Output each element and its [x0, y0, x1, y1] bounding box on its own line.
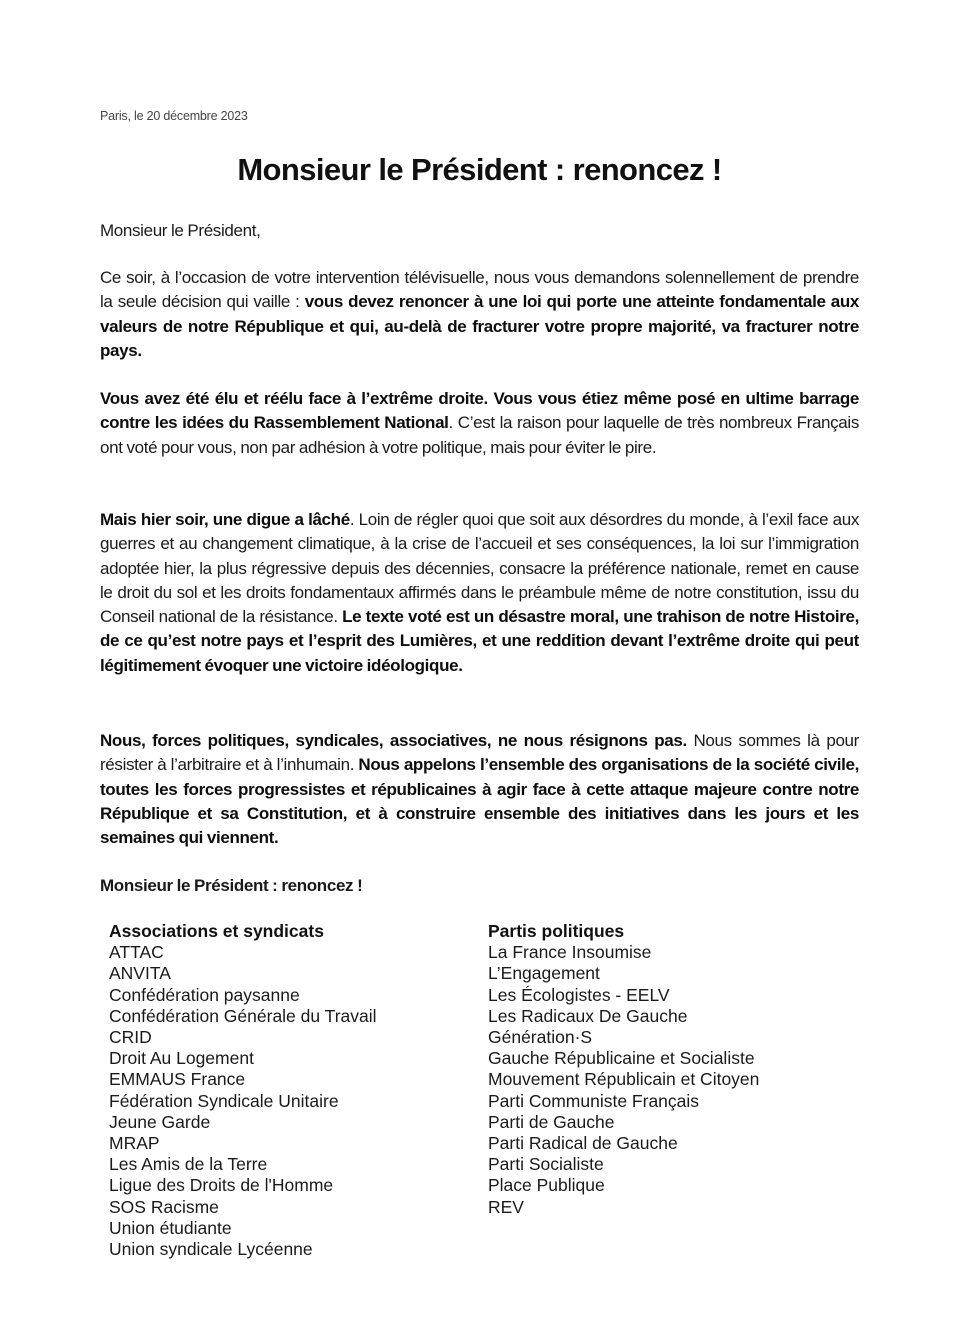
letter-date: Paris, le 20 décembre 2023	[100, 109, 248, 123]
list-item: Confédération Générale du Travail	[109, 1005, 377, 1026]
salutation: Monsieur le Président,	[100, 221, 261, 240]
list-item: REV	[488, 1196, 524, 1217]
list-item: CRID	[109, 1027, 152, 1048]
list-item: Mouvement Républicain et Citoyen	[488, 1069, 760, 1090]
list-item: EMMAUS France	[109, 1069, 246, 1090]
list-item: Les Amis de la Terre	[109, 1154, 268, 1175]
paragraph-3-emphasis-tail: Le texte voté est un désastre moral, une trahison de notre Histoire, de ce qu’est notre pays et l’esprit des Lumières, et une reddition devant l’extrême droite qui peut légitimement évoquer une victoire idéologique.	[100, 607, 859, 675]
list-item: Droit Au Logement	[109, 1048, 254, 1069]
paragraph-2-text: . C’est la raison pour laquelle de très nombreux Français ont voté pour vous, non par adhésion à votre politique, mais pour éviter le pire.	[100, 413, 859, 457]
list-item: Fédération Syndicale Unitaire	[109, 1090, 339, 1111]
list-item: Union syndicale Lycéenne	[109, 1239, 313, 1260]
list-item: Génération·S	[488, 1027, 593, 1048]
paragraph-4	[100, 729, 859, 850]
list-item: ATTAC	[109, 942, 164, 963]
list-item: MRAP	[109, 1133, 160, 1154]
list-item: Confédération paysanne	[109, 984, 300, 1005]
list-item: Jeune Garde	[109, 1111, 211, 1132]
paragraph-4-text: Nous sommes là pour résister à l’arbitraire et à l’inhumain.	[100, 731, 859, 775]
list-item: Union étudiante	[109, 1217, 232, 1238]
parties-column	[488, 921, 759, 1218]
list-item: Gauche Républicaine et Socialiste	[488, 1048, 755, 1069]
parties-list	[488, 942, 759, 1218]
paragraph-3-text: . Loin de régler quoi que soit aux désordres du monde, à l’exil face aux guerres et au changement climatique, à la crise de l’accueil et ses conséquences, la loi sur l’immigration adoptée hier, la plus régressive depuis des décennies, consacre la préférence nationale, remet en cause le droit du sol et les droits fondamentaux affirmés dans le préambule même de notre constitution, issu du Conseil national de la résistance.	[100, 510, 860, 627]
paragraph-2-emphasis: Vous avez été élu et réélu face à l’extrême droite. Vous vous étiez même posé en ultime barrage contre les idées du Rassemblement National	[100, 389, 859, 433]
paragraph-1-emphasis: vous devez renoncer à une loi qui porte une atteinte fondamentale aux valeurs de notre République et qui, au-delà de fracturer votre propre majorité, va fracturer notre pays.	[100, 292, 859, 360]
list-item: Parti Communiste Français	[488, 1090, 700, 1111]
list-item: Parti Radical de Gauche	[488, 1133, 678, 1154]
list-item: La France Insoumise	[488, 942, 652, 963]
list-item: Ligue des Droits de l'Homme	[109, 1175, 334, 1196]
list-item: Les Écologistes - EELV	[488, 984, 670, 1005]
paragraph-4-emphasis-lead: Nous, forces politiques, syndicales, associatives, ne nous résignons pas.	[100, 731, 687, 750]
list-item: Parti de Gauche	[488, 1111, 615, 1132]
list-item: ANVITA	[109, 963, 171, 984]
list-item: Place Publique	[488, 1175, 605, 1196]
closing-line: Monsieur le Président : renoncez !	[100, 876, 363, 895]
letter-title: Monsieur le Président : renoncez !	[237, 152, 722, 187]
paragraph-1	[100, 266, 859, 363]
paragraph-3-emphasis-lead: Mais hier soir, une digue a lâché	[100, 510, 350, 529]
parties-heading: Partis politiques	[488, 921, 625, 941]
paragraph-4-emphasis-tail: Nous appelons l’ensemble des organisations de la société civile, toutes les forces progressistes et républicaines à agir face à cette attaque majeure contre notre République et sa Constitution, et à construire ensemble des initiatives dans les jours et les semaines qui viennent.	[100, 755, 859, 848]
list-item: Les Radicaux De Gauche	[488, 1005, 688, 1026]
paragraph-3	[100, 508, 859, 678]
associations-list	[109, 942, 377, 1260]
list-item: Parti Socialiste	[488, 1154, 604, 1175]
list-item: L’Engagement	[488, 963, 600, 984]
list-item: SOS Racisme	[109, 1196, 219, 1217]
associations-column	[109, 921, 377, 1260]
associations-heading: Associations et syndicats	[109, 921, 324, 941]
paragraph-2	[100, 387, 859, 460]
paragraph-1-text: Ce soir, à l’occasion de votre intervention télévisuelle, nous vous demandons solennellement de prendre la seule décision qui vaille :	[100, 268, 859, 312]
